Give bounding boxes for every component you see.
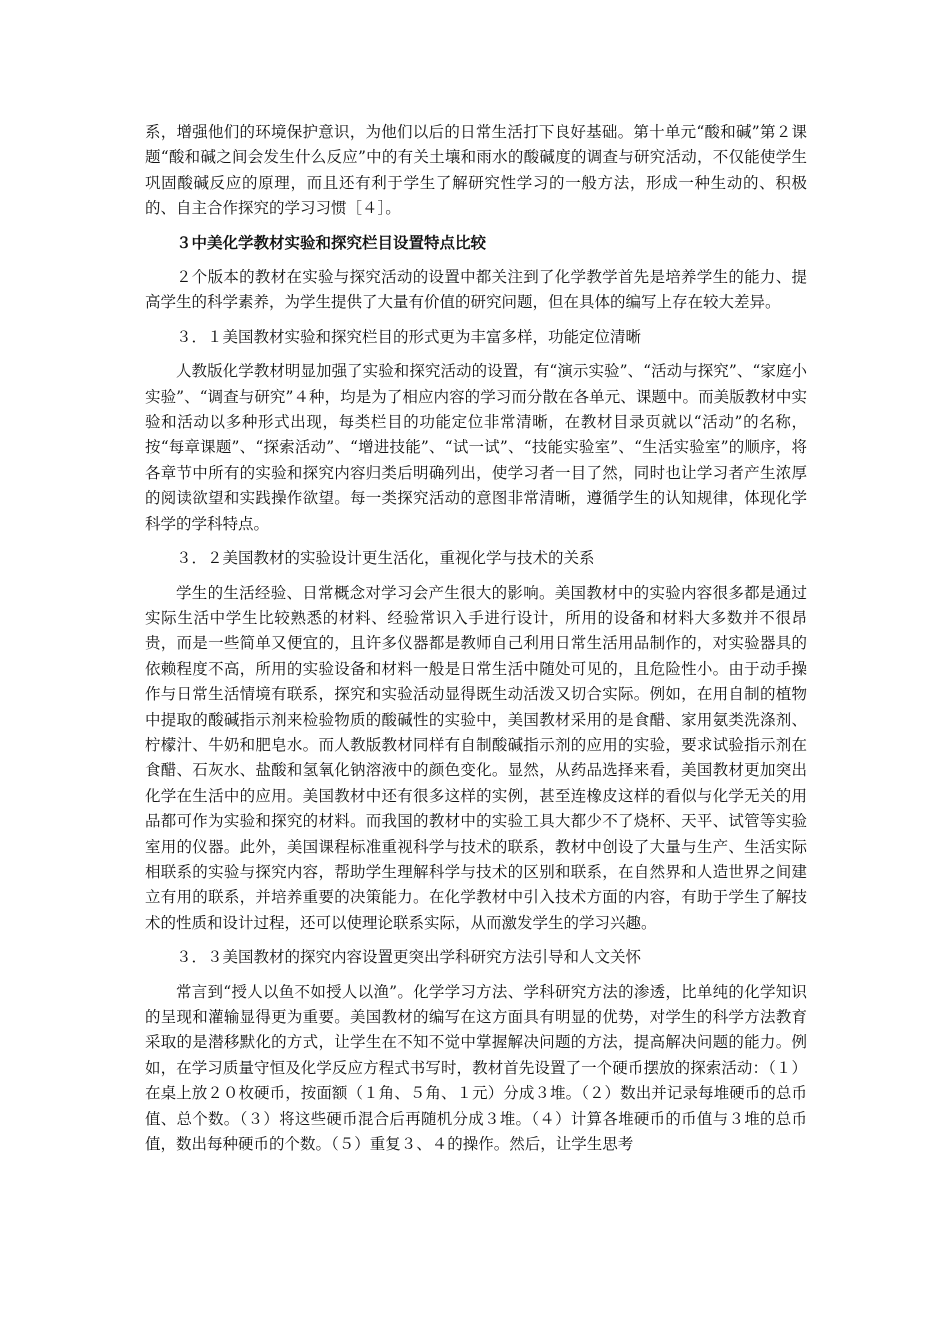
paragraph-gap bbox=[145, 222, 807, 231]
subheading-3-2: ３．２美国教材的实验设计更生活化，重视化学与技术的关系 bbox=[176, 549, 595, 568]
paragraph-gap bbox=[145, 936, 807, 945]
subheading-3-1: ３．１美国教材实验和探究栏目的形式更为丰富多样，功能定位清晰 bbox=[176, 327, 642, 346]
paragraph-gap bbox=[145, 256, 807, 265]
paragraph-gap bbox=[145, 971, 807, 980]
paragraph-gap bbox=[145, 316, 807, 325]
paragraph-continuation: 系，增强他们的环境保护意识，为他们以后的日常生活打下良好基础。第十单元“酸和碱”第２课题“酸和碱之间会发生什么反应”中的有关土壤和雨水的酸碱度的调查与研究活动，不仅能使学生巩固酸碱反应的原理，而且还有利于学生了解研究性学习的一般方法，形成一种生动的、积极的、自主合作探究的学习习惯［４］。 bbox=[145, 123, 807, 218]
paragraph-gap bbox=[145, 350, 807, 359]
document-page bbox=[145, 120, 807, 1157]
paragraph-gap bbox=[145, 572, 807, 581]
paragraph-3-2-body: 学生的生活经验、日常概念对学习会产生很大的影响。美国教材中的实验内容很多都是通过实际生活中学生比较熟悉的材料、经验常识入手进行设计，所用的设备和材料大多数并不很昂贵，而是一些简单又便宜的，且许多仪器都是教师自己利用日常生活用品制作的，对实验器具的依赖程度不高，所用的实验设备和材料一般是日常生活中随处可见的，且危险性小。由于动手操作与日常生活情境有联系，探究和实验活动显得既生动活泼又切合实际。例如，在用自制的植物中提取的酸碱指示剂来检验物质的酸碱性的实验中，美国教材采用的是食醋、家用氨类洗涤剂、柠檬汁、牛奶和肥皂水。而人教版教材同样有自制酸碱指示剂的应用的实验，要求试验指示剂在食醋、石灰水、盐酸和氢氧化钠溶液中的颜色变化。显然，从药品选择来看，美国教材更加突出化学在生活中的应用。美国教材中还有很多这样的实例，甚至连橡皮这样的看似与化学无关的用品都可作为实验和探究的材料。而我国的教材中的实验工具大都少不了烧杯、天平、试管等实验室用的仪器。此外，美国课程标准重视科学与技术的联系，教材中创设了大量与生产、生活实际相联系的实验与探究内容，帮助学生理解科学与技术的区别和联系，在自然界和人造世界之间建立有用的联系，并培养重要的决策能力。在化学教材中引入技术方面的内容，有助于学生了解技术的性质和设计过程，还可以使理论联系实际，从而激发学生的学习兴趣。 bbox=[145, 583, 807, 932]
section-heading-3: ３中美化学教材实验和探究栏目设置特点比较 bbox=[176, 233, 487, 252]
paragraph-3-1-body: 人教版化学教材明显加强了实验和探究活动的设置，有“演示实验”、“活动与探究”、“家庭小实验”、“调查与研究”４种，均是为了相应内容的学习而分散在各单元、课题中。而美版教材中实验和活动以多种形式出现，每类栏目的功能定位非常清晰，在教材目录页就以“活动”的名称，按“每章课题”、“探索活动”、“增进技能”、“试一试”、“技能实验室”、“生活实验室”的顺序，将各章节中所有的实验和探究内容归类后明确列出，使学习者一目了然，同时也让学习者产生浓厚的阅读欲望和实践操作欲望。每一类探究活动的意图非常清晰，遵循学生的认知规律，体现化学科学的学科特点。 bbox=[145, 362, 807, 533]
paragraph-3-3-body: 常言到“授人以鱼不如授人以渔”。化学学习方法、学科研究方法的渗透，比单纯的化学知识的呈现和灌输显得更为重要。美国教材的编写在这方面具有明显的优势，对学生的科学方法教育采取的是潜移默化的方式，让学生在不知不觉中掌握解决问题的方法，提高解决问题的能力。例如，在学习质量守恒及化学反应方程式书写时，教材首先设置了一个硬币摆放的探索活动：（１）在桌上放２０枚硬币，按面额（１角、５角、１元）分成３堆。（２）数出并记录每堆硬币的总币值、总个数。（３）将这些硬币混合后再随机分成３堆。（４）计算各堆硬币的币值与３堆的总币值，数出每种硬币的个数。（５）重复３、４的操作。然后，让学生思考 bbox=[145, 982, 807, 1154]
subheading-3-3: ３．３美国教材的探究内容设置更突出学科研究方法引导和人文关怀 bbox=[176, 948, 642, 967]
paragraph-intro: ２个版本的教材在实验与探究活动的设置中都关注到了化学教学首先是培养学生的能力、提高学生的科学素养，为学生提供了大量有价值的研究问题，但在具体的编写上存在较大差异。 bbox=[145, 268, 807, 312]
paragraph-gap bbox=[145, 537, 807, 546]
